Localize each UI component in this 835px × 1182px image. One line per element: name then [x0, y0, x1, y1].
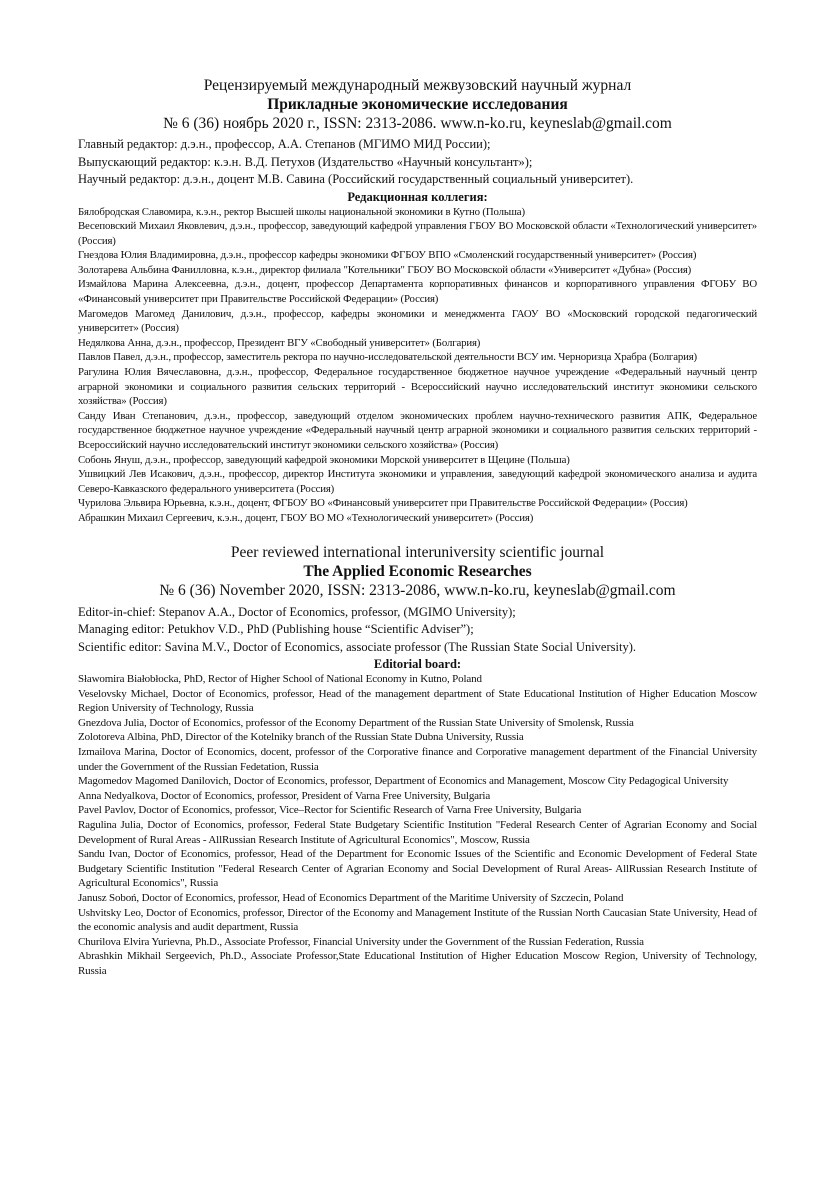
- en-board-heading: Editorial board:: [373, 657, 462, 672]
- en-board-member: Anna Nedyalkova, Doctor of Economics, professor, President of Varna Free University, Bulgaria: [78, 789, 491, 802]
- english-section: [78, 543, 757, 979]
- en-board-member: Janusz Soboń, Doctor of Economics, professor, Head of Economics Department of the Maritime University of Szczecin, Poland: [78, 891, 624, 904]
- en-board-member: Pavel Pavlov, Doctor of Economics, professor, Vice–Rector for Scientific Research of Varna Free University, Bulgaria: [78, 804, 582, 817]
- ru-editors: [78, 136, 757, 189]
- en-issue-info: № 6 (36) November 2020, ISSN: 2313-2086, www.n-ko.ru, keyneslab@gmail.com: [159, 581, 676, 599]
- ru-board-member: Бялобродская Славомира, к.э.н., ректор Высшей школы национальной экономики в Кутно (Польша): [78, 205, 525, 218]
- en-board-list: [78, 672, 757, 978]
- ru-board-member: Санду Иван Степанович, д.э.н., профессор, заведующий отделом экономических проблем научно-технического развития АПК, Федеральное государственное бюджетное научное учреждение «Федеральный научный центр аграрной экономики и социального развития сельских территорий - Всероссийский научно исследовательский институт экономики сельского хозяйства» (Россия): [78, 409, 757, 451]
- ru-journal-title: Прикладные экономические исследования: [267, 96, 568, 113]
- en-journal-subtitle: Peer reviewed international interuniversity scientific journal: [230, 543, 605, 561]
- en-board-member: Ushvitsky Leo, Doctor of Economics, professor, Director of the Economy and Management Institute of the Russian North Caucasian State University, Head of the economic analysis and audit department, Russia: [78, 906, 757, 934]
- ru-board-member: Рагулина Юлия Вячеславовна, д.э.н., профессор, Федеральное государственное бюджетное научное учреждение «Федеральный научный центр аграрной экономики и социального развития сельских территорий - Всероссийский научно исследовательский институт экономики сельского хозяйства» (Россия): [78, 366, 757, 408]
- ru-board-member: Ушвицкий Лев Исакович, д.э.н., профессор, директор Института экономики и управления, заведующий кафедрой экономического анализа и аудита Северо-Кавказского федерального университета (Россия): [78, 468, 757, 495]
- en-journal-title: The Applied Economic Researches: [303, 562, 532, 580]
- en-board-member: Ragulina Julia, Doctor of Economics, professor, Federal State Budgetary Scientific Institution "Federal Research Center of Agrarian Economy and Social Development of Rural Areas - AllRussian Research Institute of Agricultural Economics", Moscow, Russia: [78, 819, 757, 846]
- ru-board-member: Павлов Павел, д.э.н., профессор, заместитель ректора по научно-исследовательской деятельности ВСУ им. Черноризца Храбра (Болгария): [78, 351, 697, 364]
- ru-board-member: Магомедов Магомед Данилович, д.э.н., профессор, кафедры экономики и менеджмента ГАОУ ВО «Московский городской педагогический университет» (Россия): [78, 307, 757, 335]
- ru-journal-header: [78, 76, 757, 133]
- en-board-member: Churilova Elvira Yurievna, Ph.D., Associate Professor, Financial University under the Government of the Russian Federation, Russia: [78, 935, 644, 948]
- en-board-member: Gnezdova Julia, Doctor of Economics, professor of the Economy Department of the Russian State University of Smolensk, Russia: [78, 716, 634, 729]
- en-board-member: Abrashkin Mikhail Sergeevich, Ph.D., Associate Professor,State Educational Institution of Higher Education Moscow Region, University of Technology, Russia: [78, 950, 757, 977]
- ru-board-member: Весеповский Михаил Яковлевич, д.э.н., профессор, заведующий кафедрой управления ГБОУ ВО Московской области «Технологический университет» (Россия): [78, 220, 757, 247]
- en-journal-header: [78, 543, 757, 600]
- journal-masthead-page: [78, 76, 757, 979]
- ru-board-member: Золотарева Альбина Фанилловна, к.э.н., директор филиала "Котельники" ГБОУ ВО Московской области «Университет «Дубна» (Россия): [78, 263, 692, 276]
- ru-board-list: [78, 205, 757, 526]
- en-board-member: Magomedov Magomed Danilovich, Doctor of Economics, professor, Department of Economics and Management, Moscow City Pedagogical University: [78, 775, 729, 788]
- ru-board-member: Чурилова Эльвира Юрьевна, к.э.н., доцент, ФГБОУ ВО «Финансовый университет при Правительстве Российской Федерации» (Россия): [78, 497, 688, 510]
- ru-board-member: Абрашкин Михаил Сергеевич, к.э.н., доцент, ГБОУ ВО МО «Технологический университет» (Россия): [78, 511, 534, 524]
- en-board-member: Izmailova Marina, Doctor of Economics, docent, professor of the Corporative finance and Corporative management department of the Financial University under the Government of the Russian Fedetation, Russia: [78, 746, 757, 773]
- en-board-member: Zolotoreva Albina, PhD, Director of the Kotelniky branch of the Russian State Dubna University, Russia: [78, 731, 524, 744]
- ru-board-member: Недялкова Анна, д.э.н., профессор, Президент ВГУ «Свободный университет» (Болгария): [78, 336, 481, 349]
- ru-scientific-editor: Научный редактор: д.э.н., доцент М.В. Савина (Российский государственный социальный университет).: [78, 172, 634, 186]
- ru-board-heading: Редакционная коллегия:: [347, 189, 488, 204]
- en-board-member: Sławomira Białobłocka, PhD, Rector of Higher School of National Economy in Kutno, Poland: [78, 673, 482, 686]
- russian-section: [78, 76, 757, 526]
- en-scientific-editor: Scientific editor: Savina M.V., Doctor of Economics, associate professor (The Russian State Social University).: [78, 639, 636, 654]
- ru-editor-in-chief: Главный редактор: д.э.н., профессор, А.А. Степанов (МГИМО МИД России);: [78, 137, 491, 151]
- ru-managing-editor: Выпускающий редактор: к.э.н. В.Д. Петухов (Издательство «Научный консультант»);: [78, 154, 533, 169]
- en-board-member: Veselovsky Michael, Doctor of Economics, professor, Head of the management department of State Educational Institution of Higher Education Moscow Region University of Technology, Russia: [78, 687, 757, 715]
- en-editors: [78, 604, 757, 657]
- en-board-member: Sandu Ivan, Doctor of Economics, professor, Head of the Department for Economic Issues of the Scientific and Economic Development of Federal State Budgetary Scientific Institution "Federal Research Center of Agrarian Economy and Social Development of Rural Areas- AllRussian Research Institute of Agricultural Economics", Russia: [78, 848, 757, 890]
- ru-board-member: Измайлова Марина Алексеевна, д.э.н., доцент, профессор Департамента корпоративных финансов и корпоративного управления ФГОБУ ВО «Финансовый университет при Правительстве Российской Федерации» (Россия): [78, 278, 757, 306]
- ru-board-member: Собонь Януш, д.э.н., профессор, заведующий кафедрой экономики Морской университет в Щецине (Польша): [78, 453, 570, 466]
- ru-board-member: Гнездова Юлия Владимировна, д.э.н., профессор кафедры экономики ФГБОУ ВПО «Смоленский государственный университет» (Россия): [78, 249, 697, 262]
- en-editor-in-chief: Editor-in-chief: Stepanov A.A., Doctor of Economics, professor, (MGIMO University);: [78, 604, 516, 619]
- ru-journal-subtitle: Рецензируемый международный межвузовский научный журнал: [203, 77, 632, 94]
- en-managing-editor: Managing editor: Petukhov V.D., PhD (Publishing house “Scientific Adviser”);: [78, 622, 474, 637]
- ru-issue-info: № 6 (36) ноябрь 2020 г., ISSN: 2313-2086. www.n-ko.ru, keyneslab@gmail.com: [163, 115, 672, 132]
